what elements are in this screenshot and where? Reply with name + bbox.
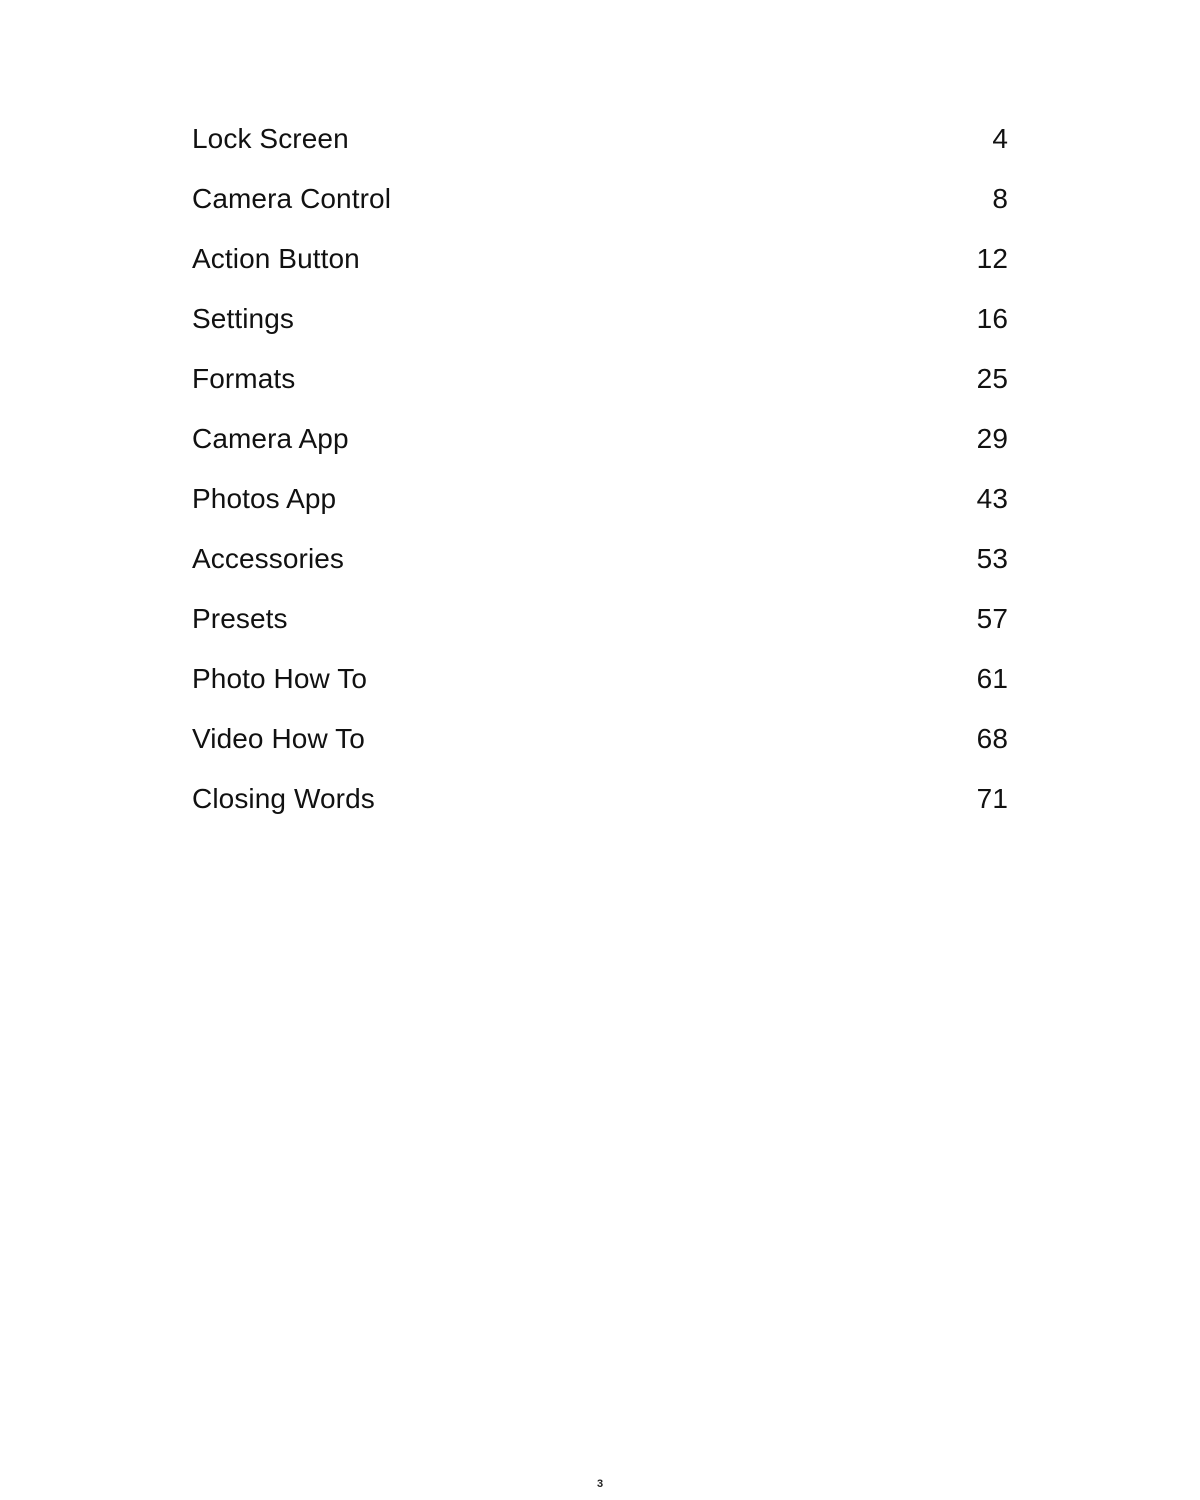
page-number: 3 <box>596 1478 604 1490</box>
toc-entry-page: 71 <box>976 783 1008 814</box>
toc-entry-photos-app[interactable] <box>192 469 1008 529</box>
toc-entry-title: Lock Screen <box>192 123 349 154</box>
toc-entry-title: Settings <box>192 303 294 334</box>
toc-entry-title: Camera App <box>192 423 349 454</box>
toc-entry-formats[interactable] <box>192 349 1008 409</box>
toc-entry-page: 68 <box>976 723 1008 754</box>
toc-entry-video-how-to[interactable] <box>192 709 1008 769</box>
toc-entry-action-button[interactable] <box>192 229 1008 289</box>
toc-entry-title: Video How To <box>192 723 365 754</box>
toc-entry-page: 61 <box>976 663 1008 694</box>
toc-entry-title: Photo How To <box>192 663 368 694</box>
toc-entry-title: Accessories <box>192 543 345 574</box>
toc-entry-page: 16 <box>976 303 1008 334</box>
toc-entry-camera-app[interactable] <box>192 409 1008 469</box>
toc-entry-title: Photos App <box>192 483 337 514</box>
toc-entry-page: 57 <box>976 603 1008 634</box>
toc-entry-page: 43 <box>976 483 1008 514</box>
toc-entry-title: Presets <box>192 603 288 634</box>
toc-entry-title: Action Button <box>192 243 360 274</box>
toc-entry-page: 12 <box>976 243 1008 274</box>
toc-entry-presets[interactable] <box>192 589 1008 649</box>
toc-entry-title: Formats <box>192 363 296 394</box>
toc-entry-page: 29 <box>976 423 1008 454</box>
toc-entry-page: 25 <box>976 363 1008 394</box>
toc-entry-title: Camera Control <box>192 183 392 214</box>
toc-entry-camera-control[interactable] <box>192 169 1008 229</box>
toc-entry-lock-screen[interactable] <box>192 109 1008 169</box>
table-of-contents <box>192 109 1008 829</box>
toc-entry-page: 8 <box>992 183 1008 214</box>
toc-entry-page: 53 <box>976 543 1008 574</box>
toc-entry-photo-how-to[interactable] <box>192 649 1008 709</box>
toc-entry-title: Closing Words <box>192 783 375 814</box>
toc-entry-closing-words[interactable] <box>192 769 1008 829</box>
toc-entry-accessories[interactable] <box>192 529 1008 589</box>
toc-entry-page: 4 <box>992 123 1008 154</box>
toc-entry-settings[interactable] <box>192 289 1008 349</box>
